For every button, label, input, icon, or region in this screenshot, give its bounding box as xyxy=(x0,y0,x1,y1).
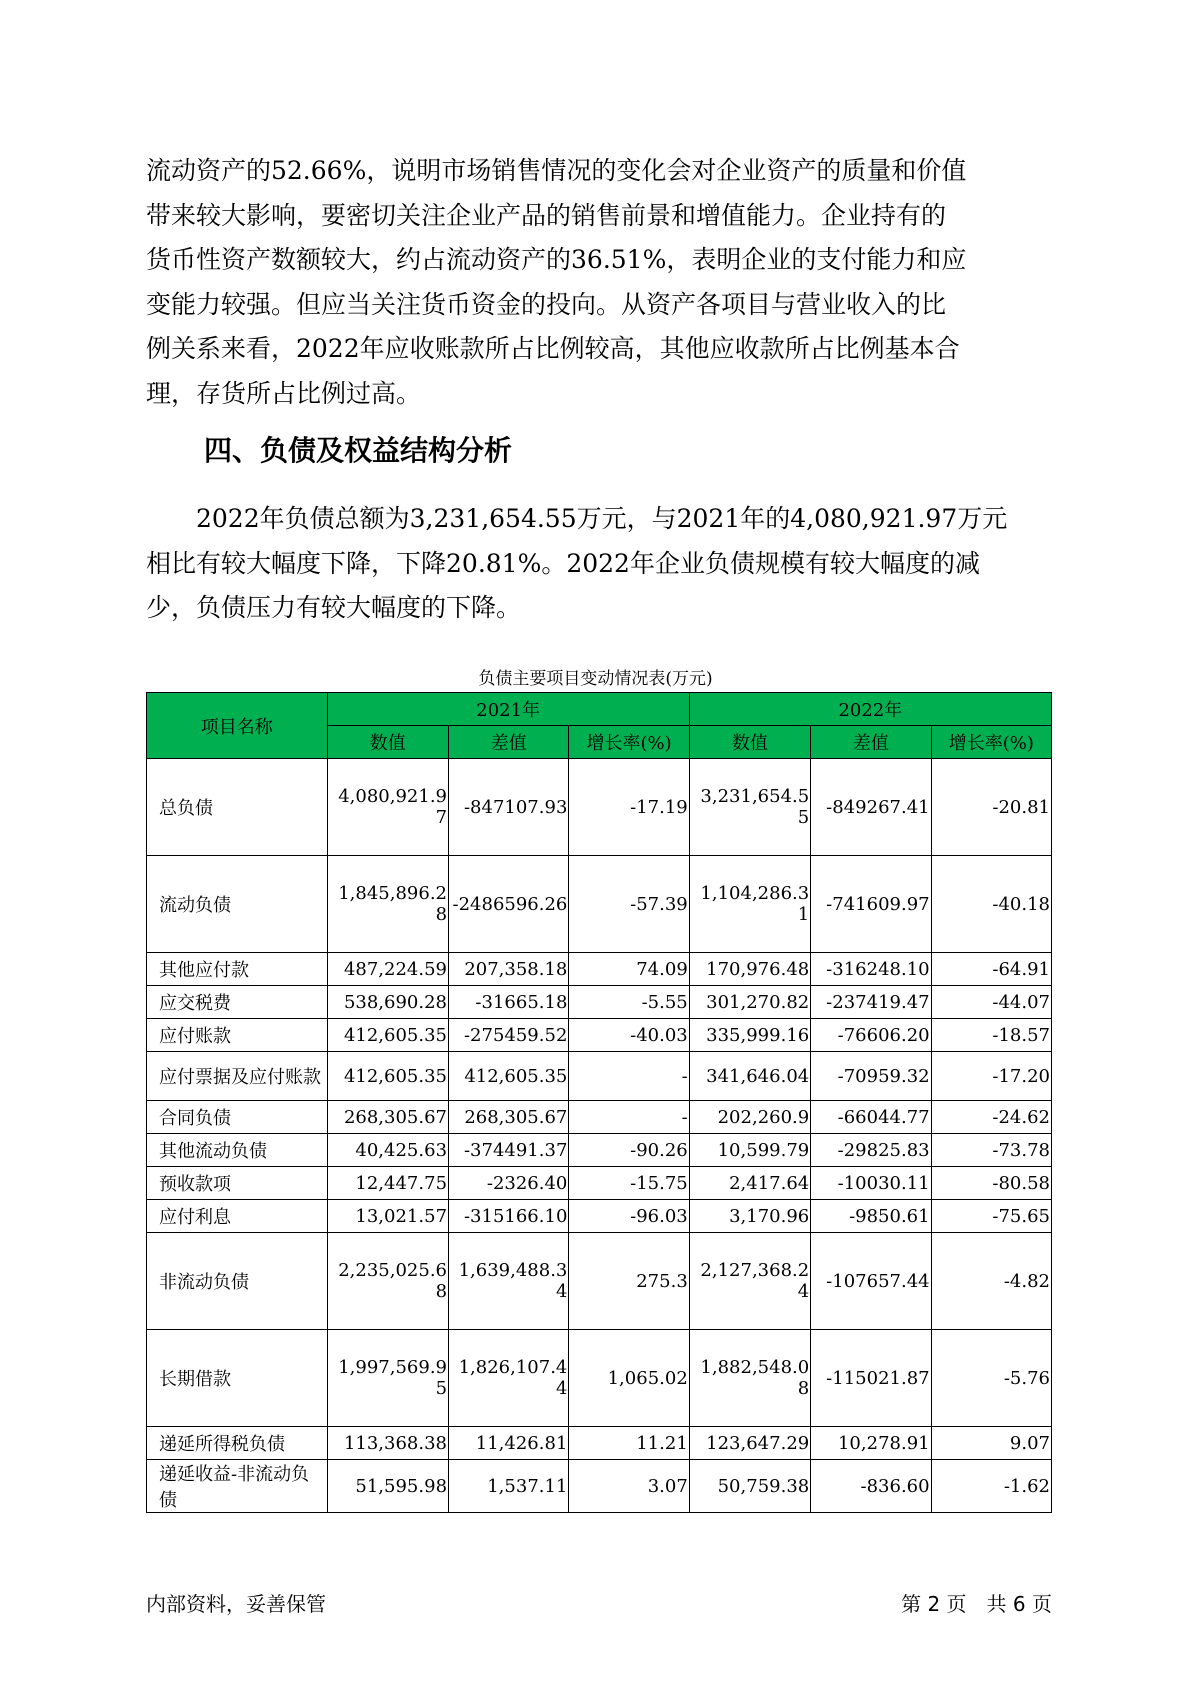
table-cell: 9.07 xyxy=(931,1427,1051,1460)
row-item-name: 应交税费 xyxy=(147,986,328,1019)
table-cell: -20.81 xyxy=(931,759,1051,856)
text-line: 2022年负债总额为3,231,654.55万元，与2021年的4,080,921.97万元 xyxy=(146,504,1008,533)
table-cell: 11,426.81 xyxy=(449,1427,569,1460)
table-row xyxy=(147,1052,1052,1101)
table-cell: -15.75 xyxy=(569,1167,689,1200)
table-cell: - xyxy=(569,1101,689,1134)
table-cell: -316248.10 xyxy=(811,953,931,986)
table-row xyxy=(147,953,1052,986)
row-item-name: 递延所得税负债 xyxy=(147,1427,328,1460)
row-item-name: 合同负债 xyxy=(147,1101,328,1134)
subheader-diff: 差值 xyxy=(811,726,931,759)
table-cell: -57.39 xyxy=(569,856,689,953)
subheader-value: 数值 xyxy=(327,726,448,759)
table-cell: -275459.52 xyxy=(449,1019,569,1052)
table-cell: 268,305.67 xyxy=(327,1101,448,1134)
table-cell: 1,537.11 xyxy=(449,1460,569,1513)
table-cell: 412,605.35 xyxy=(327,1052,448,1101)
row-item-name: 其他应付款 xyxy=(147,953,328,986)
table-cell: -4.82 xyxy=(931,1233,1051,1330)
table-cell: -9850.61 xyxy=(811,1200,931,1233)
table-cell: -73.78 xyxy=(931,1134,1051,1167)
footer-page-number: 第 2 页 共 6 页 xyxy=(901,1592,1052,1616)
row-item-name: 其他流动负债 xyxy=(147,1134,328,1167)
table-row xyxy=(147,1233,1052,1330)
table-cell: 74.09 xyxy=(569,953,689,986)
table-cell: -75.65 xyxy=(931,1200,1051,1233)
subheader-diff: 差值 xyxy=(449,726,569,759)
table-cell: -18.57 xyxy=(931,1019,1051,1052)
table-cell: 487,224.59 xyxy=(327,953,448,986)
table-row xyxy=(147,856,1052,953)
row-item-name: 应付账款 xyxy=(147,1019,328,1052)
table-row xyxy=(147,1134,1052,1167)
subheader-growth: 增长率(%) xyxy=(931,726,1051,759)
table-cell: -10030.11 xyxy=(811,1167,931,1200)
table-cell: -2326.40 xyxy=(449,1167,569,1200)
table-cell: 1,065.02 xyxy=(569,1330,689,1427)
paragraph-asset-analysis xyxy=(146,149,1046,416)
table-cell: 3.07 xyxy=(569,1460,689,1513)
table-cell: -5.55 xyxy=(569,986,689,1019)
row-item-name: 长期借款 xyxy=(147,1330,328,1427)
table-cell: -849267.41 xyxy=(811,759,931,856)
table-cell: -741609.97 xyxy=(811,856,931,953)
text-line: 相比有较大幅度下降，下降20.81%。2022年企业负债规模有较大幅度的减 xyxy=(146,548,980,578)
table-row xyxy=(147,1330,1052,1427)
table-cell: 2,417.64 xyxy=(689,1167,810,1200)
subheader-value: 数值 xyxy=(689,726,810,759)
table-cell: -40.18 xyxy=(931,856,1051,953)
table-row xyxy=(147,1460,1052,1513)
table-cell: 207,358.18 xyxy=(449,953,569,986)
table-cell: 1,826,107.44 xyxy=(449,1330,569,1427)
table-cell: 1,882,548.08 xyxy=(689,1330,810,1427)
row-item-name: 非流动负债 xyxy=(147,1233,328,1330)
table-cell: -66044.77 xyxy=(811,1101,931,1134)
table-cell: 51,595.98 xyxy=(327,1460,448,1513)
text-line: 带来较大影响，要密切关注企业产品的销售前景和增值能力。企业持有的 xyxy=(146,200,947,230)
table-cell: 2,127,368.24 xyxy=(689,1233,810,1330)
footer-confidential: 内部资料，妥善保管 xyxy=(146,1592,326,1616)
table-cell: 12,447.75 xyxy=(327,1167,448,1200)
table-cell: 3,231,654.55 xyxy=(689,759,810,856)
table-cell: -24.62 xyxy=(931,1101,1051,1134)
table-cell: -237419.47 xyxy=(811,986,931,1019)
table-cell: -847107.93 xyxy=(449,759,569,856)
table-row xyxy=(147,759,1052,856)
text-line: 例关系来看，2022年应收账款所占比例较高，其他应收款所占比例基本合 xyxy=(146,334,960,363)
table-cell: -17.20 xyxy=(931,1052,1051,1101)
table-cell: -70959.32 xyxy=(811,1052,931,1101)
table-cell: 4,080,921.97 xyxy=(327,759,448,856)
table-cell: 170,976.48 xyxy=(689,953,810,986)
table-cell: -315166.10 xyxy=(449,1200,569,1233)
table-cell: 40,425.63 xyxy=(327,1134,448,1167)
table-cell: -40.03 xyxy=(569,1019,689,1052)
table-cell: 412,605.35 xyxy=(449,1052,569,1101)
table-cell: -44.07 xyxy=(931,986,1051,1019)
header-item-name: 项目名称 xyxy=(147,693,328,759)
header-year-2021: 2021年 xyxy=(327,693,689,726)
table-cell: 1,639,488.34 xyxy=(449,1233,569,1330)
table-cell: -17.19 xyxy=(569,759,689,856)
paragraph-liability-summary xyxy=(146,497,1046,631)
text-line: 理，存货所占比例过高。 xyxy=(146,378,422,408)
table-cell: -31665.18 xyxy=(449,986,569,1019)
table-row xyxy=(147,1200,1052,1233)
table-row xyxy=(147,1019,1052,1052)
table-cell: 10,599.79 xyxy=(689,1134,810,1167)
table-row xyxy=(147,1167,1052,1200)
table-cell: 202,260.9 xyxy=(689,1101,810,1134)
row-item-name: 流动负债 xyxy=(147,856,328,953)
table-row xyxy=(147,986,1052,1019)
liability-table xyxy=(146,692,1052,1513)
table-cell: -1.62 xyxy=(931,1460,1051,1513)
table-cell: 50,759.38 xyxy=(689,1460,810,1513)
table-cell: 1,997,569.95 xyxy=(327,1330,448,1427)
text-line: 流动资产的52.66%，说明市场销售情况的变化会对企业资产的质量和价值 xyxy=(146,156,967,185)
table-cell: 10,278.91 xyxy=(811,1427,931,1460)
table-body xyxy=(147,759,1052,1513)
table-cell: -836.60 xyxy=(811,1460,931,1513)
header-year-2022: 2022年 xyxy=(689,693,1051,726)
table-cell: 11.21 xyxy=(569,1427,689,1460)
table-cell: -107657.44 xyxy=(811,1233,931,1330)
table-cell: 268,305.67 xyxy=(449,1101,569,1134)
table-cell: 275.3 xyxy=(569,1233,689,1330)
row-item-name: 总负债 xyxy=(147,759,328,856)
table-cell: -76606.20 xyxy=(811,1019,931,1052)
table-cell: -5.76 xyxy=(931,1330,1051,1427)
table-cell: -374491.37 xyxy=(449,1134,569,1167)
table-cell: -96.03 xyxy=(569,1200,689,1233)
table-cell: 113,368.38 xyxy=(327,1427,448,1460)
table-cell: 1,104,286.31 xyxy=(689,856,810,953)
row-item-name: 应付利息 xyxy=(147,1200,328,1233)
table-cell: 1,845,896.28 xyxy=(327,856,448,953)
table-cell: - xyxy=(569,1052,689,1101)
table-cell: -90.26 xyxy=(569,1134,689,1167)
text-line: 少，负债压力有较大幅度的下降。 xyxy=(146,593,522,622)
table-cell: 412,605.35 xyxy=(327,1019,448,1052)
table-caption: 负债主要项目变动情况表(万元) xyxy=(478,669,713,689)
table-row xyxy=(147,1427,1052,1460)
text-line: 变能力较强。但应当关注货币资金的投向。从资产各项目与营业收入的比 xyxy=(146,289,947,319)
text-line: 货币性资产数额较大，约占流动资产的36.51%，表明企业的支付能力和应 xyxy=(146,245,967,274)
table-cell: -2486596.26 xyxy=(449,856,569,953)
subheader-growth: 增长率(%) xyxy=(569,726,689,759)
table-cell: -115021.87 xyxy=(811,1330,931,1427)
table-cell: 335,999.16 xyxy=(689,1019,810,1052)
table-cell: 301,270.82 xyxy=(689,986,810,1019)
table-cell: -64.91 xyxy=(931,953,1051,986)
row-item-name: 递延收益-非流动负债 xyxy=(147,1460,328,1513)
table-cell: 2,235,025.68 xyxy=(327,1233,448,1330)
row-item-name: 应付票据及应付账款 xyxy=(147,1052,328,1101)
table-cell: 3,170.96 xyxy=(689,1200,810,1233)
table-row xyxy=(147,1101,1052,1134)
table-cell: 13,021.57 xyxy=(327,1200,448,1233)
section-heading: 四、负债及权益结构分析 xyxy=(204,434,513,467)
table-cell: 341,646.04 xyxy=(689,1052,810,1101)
table-cell: -29825.83 xyxy=(811,1134,931,1167)
table-cell: -80.58 xyxy=(931,1167,1051,1200)
table-cell: 538,690.28 xyxy=(327,986,448,1019)
table-cell: 123,647.29 xyxy=(689,1427,810,1460)
row-item-name: 预收款项 xyxy=(147,1167,328,1200)
